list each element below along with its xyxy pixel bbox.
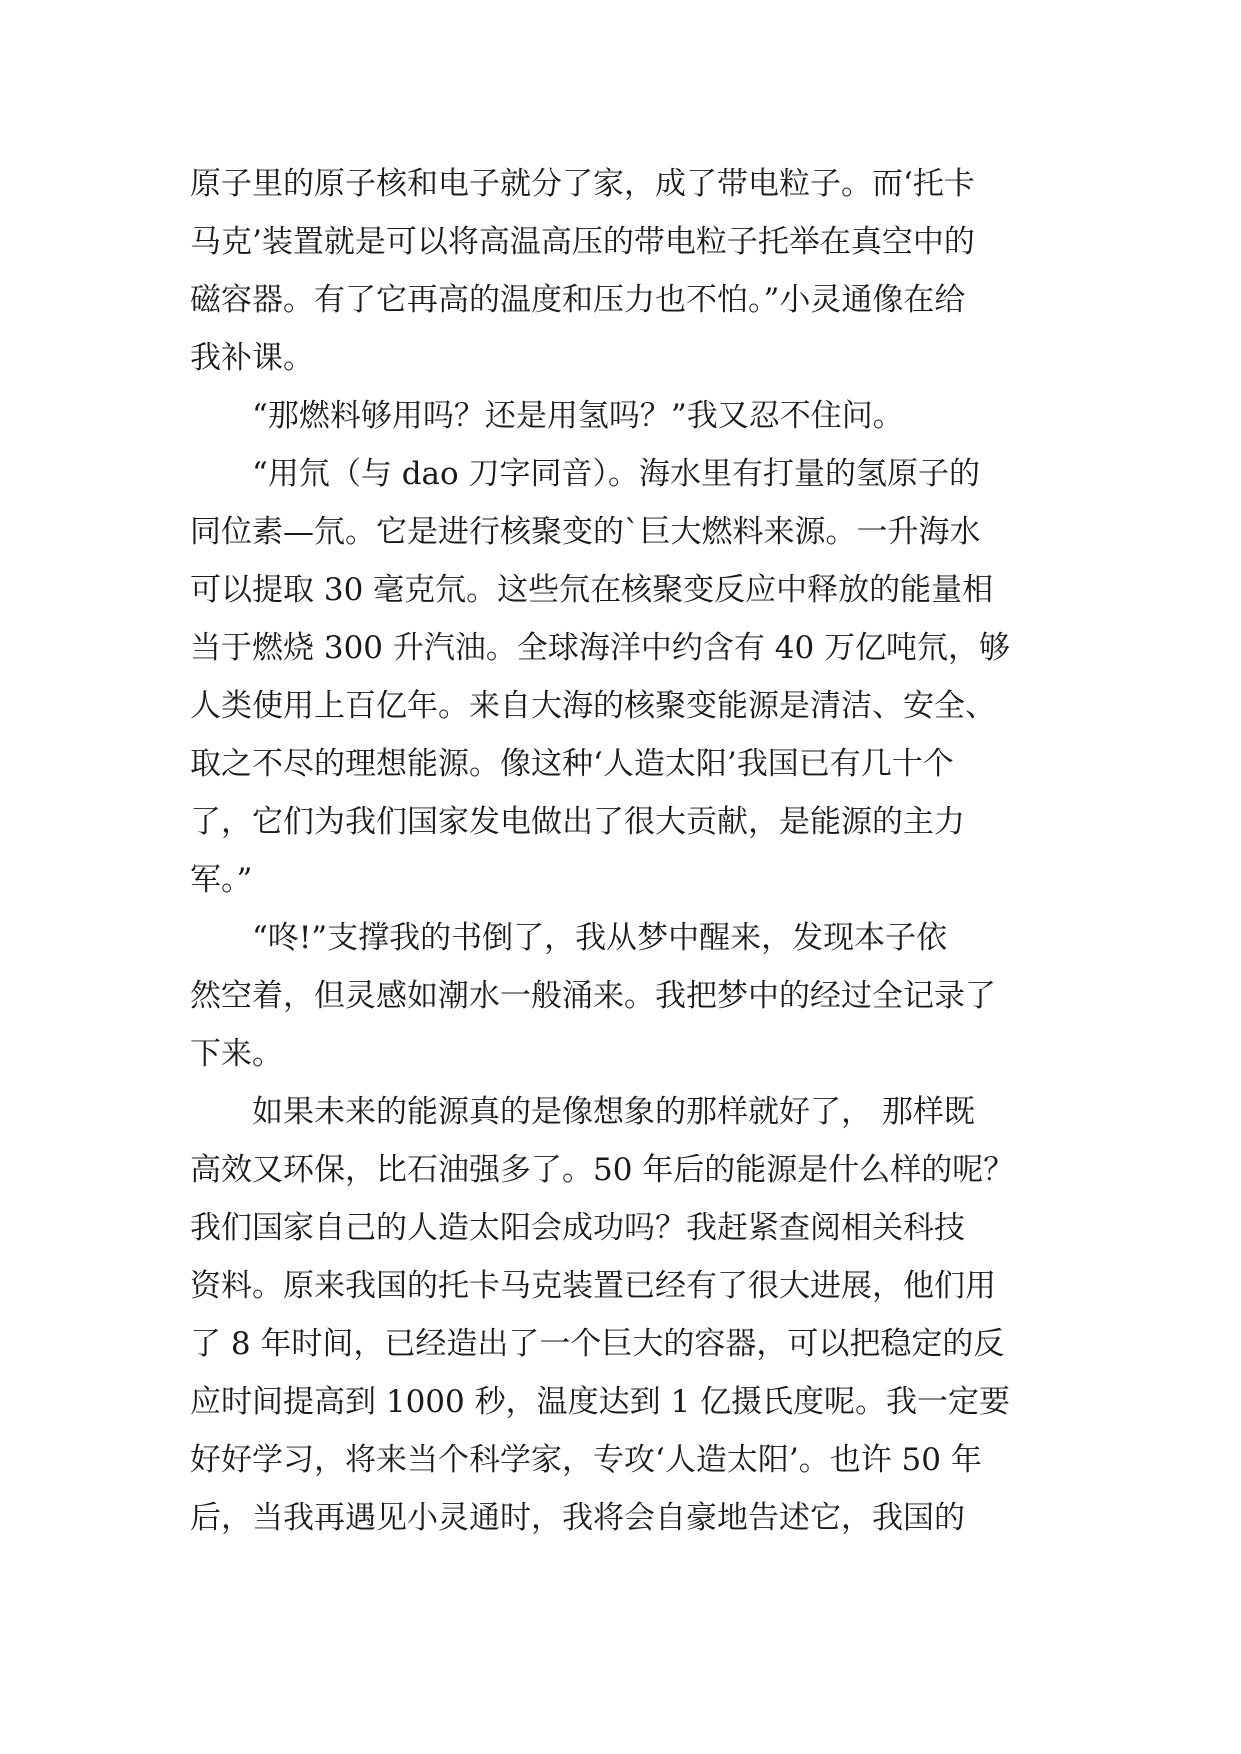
text-line: 磁容器。有了它再高的温度和压力也不怕。”小灵通像在给	[190, 282, 966, 318]
text-line: 资料。原来我国的托卡马克装置已经有了很大进展，他们用	[190, 1268, 996, 1304]
text-line: 马克’装置就是可以将高温高压的带电粒子托举在真空中的	[190, 224, 975, 260]
text-line: 了 8 年时间，已经造出了一个巨大的容器，可以把稳定的反	[190, 1326, 1005, 1362]
text-line: 军。”	[190, 862, 253, 898]
text-line: 然空着，但灵感如潮水一般涌来。我把梦中的经过全记录了	[190, 978, 996, 1014]
text-line: 好好学习，将来当个科学家，专攻‘人造太阳’。也许 50 年	[190, 1442, 982, 1478]
text-line: 可以提取 30 毫克氘。这些氘在核聚变反应中释放的能量相	[190, 572, 994, 608]
text-line: “那燃料够用吗？还是用氢吗？”我又忍不住问。	[252, 398, 904, 434]
text-line: 人类使用上百亿年。来自大海的核聚变能源是清洁、安全、	[190, 688, 996, 724]
text-line: “咚!”支撑我的书倒了，我从梦中醒来，发现本子依	[252, 920, 948, 956]
text-line: 我补课。	[190, 340, 314, 376]
text-line: 我们国家自己的人造太阳会成功吗？我赶紧查阅相关科技	[190, 1210, 965, 1246]
text-line: 应时间提高到 1000 秒，温度达到 1 亿摄氏度呢。我一定要	[190, 1384, 1011, 1420]
body-text	[190, 155, 1070, 1547]
text-line: “用氘（与 dao 刀字同音）。海水里有打量的氢原子的	[252, 456, 981, 492]
text-line: 后，当我再遇见小灵通时，我将会自豪地告述它，我国的	[190, 1500, 965, 1536]
text-line: 原子里的原子核和电子就分了家，成了带电粒子。而‘托卡	[190, 166, 975, 202]
text-line: 高效又环保，比石油强多了。50 年后的能源是什么样的呢？	[190, 1152, 1015, 1188]
text-line: 下来。	[190, 1036, 283, 1072]
text-line: 同位素—氘。它是进行核聚变的`巨大燃料来源。一升海水	[190, 514, 981, 550]
text-line: 当于燃烧 300 升汽油。全球海洋中约含有 40 万亿吨氘，够	[190, 630, 1011, 666]
text-line: 取之不尽的理想能源。像这种‘人造太阳’我国已有几十个	[190, 746, 954, 782]
text-line: 了，它们为我们国家发电做出了很大贡献，是能源的主力	[190, 804, 965, 840]
text-line: 如果未来的能源真的是像想象的那样就好了， 那样既	[252, 1094, 975, 1130]
